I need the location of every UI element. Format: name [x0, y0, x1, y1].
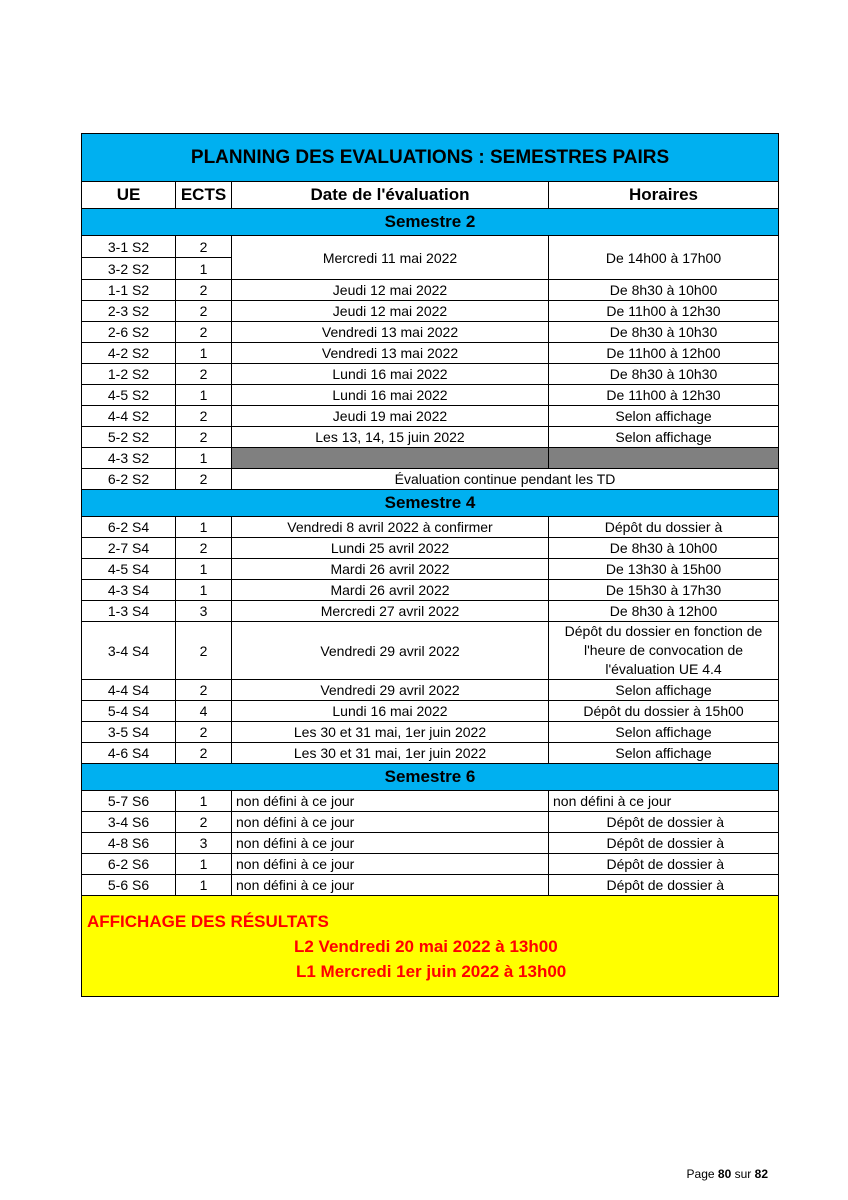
table-row — [82, 448, 779, 469]
date-cell: Lundi 16 mai 2022 — [232, 364, 549, 385]
date-cell: non défini à ce jour — [232, 833, 549, 854]
ects-cell: 2 — [176, 427, 232, 448]
results-box — [82, 896, 779, 997]
ue-cell: 4-5 S2 — [82, 385, 176, 406]
ue-cell: 5-2 S2 — [82, 427, 176, 448]
ects-cell: 2 — [176, 406, 232, 427]
date-cell: Jeudi 12 mai 2022 — [232, 301, 549, 322]
results-l1-date: L1 Mercredi 1er juin 2022 à 13h00 — [296, 962, 567, 981]
ects-cell: 2 — [176, 469, 232, 490]
ects-cell: 1 — [176, 258, 232, 280]
date-cell: Vendredi 13 mai 2022 — [232, 343, 549, 364]
ects-cell: 2 — [176, 280, 232, 301]
ue-cell: 3-2 S2 — [82, 258, 176, 280]
ue-cell: 4-3 S4 — [82, 580, 176, 601]
merged-note-cell: Évaluation continue pendant les TD — [232, 469, 779, 490]
ects-cell: 1 — [176, 559, 232, 580]
ects-cell: 2 — [176, 743, 232, 764]
horaires-cell: De 8h30 à 10h30 — [549, 322, 779, 343]
page-number — [687, 1167, 768, 1181]
table-row — [82, 385, 779, 406]
ects-cell: 2 — [176, 680, 232, 701]
horaires-cell: De 11h00 à 12h30 — [549, 301, 779, 322]
ue-cell: 6-2 S2 — [82, 469, 176, 490]
horaires-cell: non défini à ce jour — [549, 791, 779, 812]
table-row — [82, 322, 779, 343]
table-row — [82, 364, 779, 385]
table-row — [82, 280, 779, 301]
ects-cell: 1 — [176, 517, 232, 538]
ue-cell: 3-4 S4 — [82, 622, 176, 680]
table-row — [82, 427, 779, 448]
date-cell: non défini à ce jour — [232, 791, 549, 812]
ue-cell: 4-4 S2 — [82, 406, 176, 427]
table-row — [82, 854, 779, 875]
ue-cell: 4-6 S4 — [82, 743, 176, 764]
ue-cell: 6-2 S6 — [82, 854, 176, 875]
ue-cell: 2-7 S4 — [82, 538, 176, 559]
results-title: AFFICHAGE DES RÉSULTATS — [87, 912, 329, 931]
table-row — [82, 743, 779, 764]
table-row — [82, 812, 779, 833]
ue-cell: 1-3 S4 — [82, 601, 176, 622]
date-cell: Vendredi 13 mai 2022 — [232, 322, 549, 343]
results-l2-date: L2 Vendredi 20 mai 2022 à 13h00 — [294, 937, 558, 956]
date-cell: Les 13, 14, 15 juin 2022 — [232, 427, 549, 448]
table-row — [82, 722, 779, 743]
table-row — [82, 301, 779, 322]
table-row — [82, 791, 779, 812]
horaires-cell: De 11h00 à 12h30 — [549, 385, 779, 406]
table-row — [82, 875, 779, 896]
semester-header: Semestre 2 — [82, 209, 779, 236]
date-cell: Vendredi 8 avril 2022 à confirmer — [232, 517, 549, 538]
table-row — [82, 833, 779, 854]
page-label: Page — [686, 1167, 715, 1181]
table-row — [82, 517, 779, 538]
date-cell: Mercredi 27 avril 2022 — [232, 601, 549, 622]
ue-cell: 3-4 S6 — [82, 812, 176, 833]
ue-cell: 5-6 S6 — [82, 875, 176, 896]
horaires-cell: Dépôt du dossier à 15h00 — [549, 701, 779, 722]
column-header-ects: ECTS — [176, 182, 232, 209]
horaires-cell: Dépôt du dossier à — [549, 517, 779, 538]
evaluation-schedule-table — [81, 133, 779, 997]
page-sur: sur — [734, 1167, 752, 1181]
date-cell: non défini à ce jour — [232, 875, 549, 896]
horaires-cell: Selon affichage — [549, 680, 779, 701]
page-total: 82 — [754, 1167, 768, 1181]
horaires-cell-empty — [549, 448, 779, 469]
horaires-cell: Dépôt du dossier en fonction de l'heure de convocation de l'évaluation UE 4.4 — [549, 622, 779, 680]
horaires-cell: De 15h30 à 17h30 — [549, 580, 779, 601]
table-row — [82, 701, 779, 722]
ects-cell: 1 — [176, 580, 232, 601]
ects-cell: 1 — [176, 875, 232, 896]
date-cell: Lundi 16 mai 2022 — [232, 385, 549, 406]
date-cell: Mardi 26 avril 2022 — [232, 559, 549, 580]
table-row — [82, 680, 779, 701]
ects-cell: 3 — [176, 601, 232, 622]
column-header-horaires: Horaires — [549, 182, 779, 209]
table-row — [82, 236, 779, 258]
horaires-cell: De 8h30 à 12h00 — [549, 601, 779, 622]
ue-cell: 4-4 S4 — [82, 680, 176, 701]
date-cell: Vendredi 29 avril 2022 — [232, 680, 549, 701]
date-cell: non défini à ce jour — [232, 854, 549, 875]
horaires-cell: De 8h30 à 10h30 — [549, 364, 779, 385]
ects-cell: 2 — [176, 364, 232, 385]
table-row — [82, 343, 779, 364]
date-cell: Jeudi 19 mai 2022 — [232, 406, 549, 427]
ue-cell: 4-3 S2 — [82, 448, 176, 469]
ects-cell: 1 — [176, 448, 232, 469]
date-cell: Les 30 et 31 mai, 1er juin 2022 — [232, 722, 549, 743]
table-row — [82, 622, 779, 680]
date-cell: Les 30 et 31 mai, 1er juin 2022 — [232, 743, 549, 764]
horaires-cell: Dépôt de dossier à — [549, 854, 779, 875]
horaires-cell: De 8h30 à 10h00 — [549, 538, 779, 559]
table-row — [82, 538, 779, 559]
date-cell: Lundi 25 avril 2022 — [232, 538, 549, 559]
ue-cell: 3-1 S2 — [82, 236, 176, 258]
horaires-cell: Selon affichage — [549, 743, 779, 764]
horaires-cell: Selon affichage — [549, 722, 779, 743]
horaires-cell: Selon affichage — [549, 427, 779, 448]
ue-cell: 4-2 S2 — [82, 343, 176, 364]
table-row — [82, 580, 779, 601]
ects-cell: 2 — [176, 622, 232, 680]
horaires-cell: De 8h30 à 10h00 — [549, 280, 779, 301]
ects-cell: 2 — [176, 722, 232, 743]
horaires-cell: Dépôt de dossier à — [549, 833, 779, 854]
ue-cell: 1-1 S2 — [82, 280, 176, 301]
ects-cell: 2 — [176, 538, 232, 559]
date-cell: non défini à ce jour — [232, 812, 549, 833]
date-cell: Mardi 26 avril 2022 — [232, 580, 549, 601]
date-cell: Mercredi 11 mai 2022 — [232, 236, 549, 280]
ects-cell: 2 — [176, 301, 232, 322]
ects-cell: 2 — [176, 322, 232, 343]
ue-cell: 6-2 S4 — [82, 517, 176, 538]
ue-cell: 3-5 S4 — [82, 722, 176, 743]
ue-cell: 5-7 S6 — [82, 791, 176, 812]
table-row — [82, 406, 779, 427]
horaires-cell: De 13h30 à 15h00 — [549, 559, 779, 580]
ue-cell: 5-4 S4 — [82, 701, 176, 722]
horaires-cell: Dépôt de dossier à — [549, 875, 779, 896]
ue-cell: 4-8 S6 — [82, 833, 176, 854]
horaires-cell: De 11h00 à 12h00 — [549, 343, 779, 364]
semester-header: Semestre 6 — [82, 764, 779, 791]
horaires-cell: Dépôt de dossier à — [549, 812, 779, 833]
horaires-cell: De 14h00 à 17h00 — [549, 236, 779, 280]
column-header-date: Date de l'évaluation — [232, 182, 549, 209]
ue-cell: 2-6 S2 — [82, 322, 176, 343]
table-title: PLANNING DES EVALUATIONS : SEMESTRES PAIRS — [82, 134, 779, 182]
ue-cell: 1-2 S2 — [82, 364, 176, 385]
ects-cell: 1 — [176, 385, 232, 406]
date-cell: Jeudi 12 mai 2022 — [232, 280, 549, 301]
ects-cell: 4 — [176, 701, 232, 722]
table-row — [82, 559, 779, 580]
ects-cell: 3 — [176, 833, 232, 854]
date-cell-empty — [232, 448, 549, 469]
column-header-ue: UE — [82, 182, 176, 209]
ects-cell: 2 — [176, 236, 232, 258]
ects-cell: 1 — [176, 343, 232, 364]
table-row — [82, 469, 779, 490]
semester-header: Semestre 4 — [82, 490, 779, 517]
ects-cell: 1 — [176, 854, 232, 875]
ects-cell: 2 — [176, 812, 232, 833]
table-row — [82, 601, 779, 622]
ects-cell: 1 — [176, 791, 232, 812]
page-current: 80 — [717, 1167, 732, 1181]
horaires-cell: Selon affichage — [549, 406, 779, 427]
ue-cell: 4-5 S4 — [82, 559, 176, 580]
date-cell: Vendredi 29 avril 2022 — [232, 622, 549, 680]
date-cell: Lundi 16 mai 2022 — [232, 701, 549, 722]
ue-cell: 2-3 S2 — [82, 301, 176, 322]
